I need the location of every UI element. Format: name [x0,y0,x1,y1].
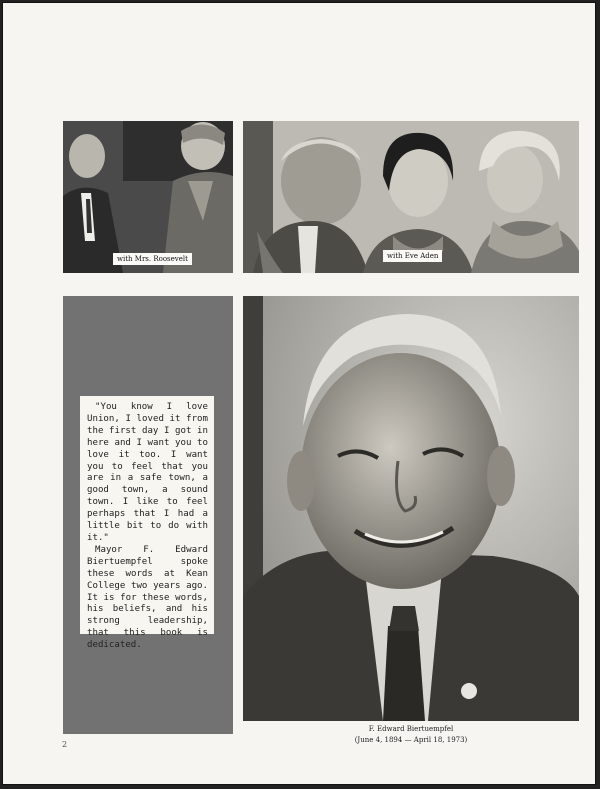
photo-roosevelt [63,121,233,273]
page-number: 2 [62,740,68,749]
photo-roosevelt-image [63,121,233,273]
portrait-caption-name: F. Edward Biertuempfel [368,725,454,733]
quote-attribution: Mayor F. Edward Biertuempfel spoke these words at Kean College two years ago. It is for these words, his beliefs, and his strong leadership, that this book is dedicated. [87,544,208,651]
photo-portrait [243,296,579,721]
portrait-caption-dates: (June 4, 1894 — April 18, 1973) [354,736,468,744]
quote-text: "You know I love Union, I loved it from the first day I got in here and I want you to love it too. I want you to feel that you are in a safe town, a good town, a sound town. I like to feel perhaps that I had a little bit to do with it." [87,402,208,543]
dedication-quote [80,396,214,651]
portrait-image [243,296,579,721]
yearbook-page [2,2,596,785]
quote-panel [63,296,233,734]
caption-roosevelt: with Mrs. Roosevelt [113,253,192,265]
caption-aden: with Eve Aden [383,250,442,262]
photo-aden [243,121,579,273]
